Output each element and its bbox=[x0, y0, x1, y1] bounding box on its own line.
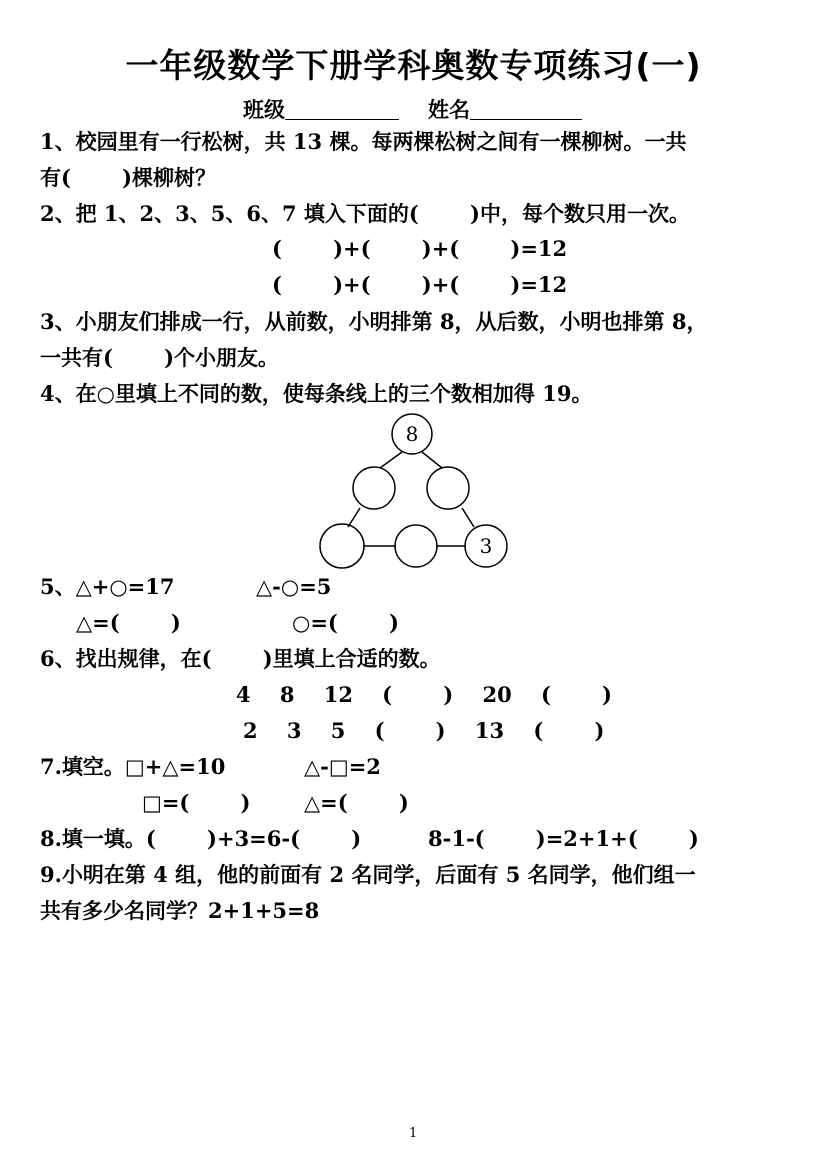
question-7-line-1b: △-□=2 bbox=[304, 754, 381, 779]
edge-top-midleft bbox=[380, 452, 402, 468]
edge-top-midright bbox=[422, 452, 442, 468]
circle-bottom-right-value: 3 bbox=[479, 534, 493, 558]
question-7-line-1: 7.填空。□+△=10 bbox=[40, 754, 226, 779]
question-2-line-1: 2、把 1、2、3、5、6、7 填入下面的( )中，每个数只用一次。 bbox=[40, 201, 690, 226]
question-5-equation-1: 5、△+○=17 bbox=[40, 574, 175, 599]
question-9-line-2: 共有多少名同学？2+1+5=8 bbox=[40, 898, 320, 923]
question-6-line-1: 6、找出规律，在( )里填上合适的数。 bbox=[40, 646, 441, 671]
question-1-line-1: 1、校园里有一行松树，共 13 棵。每两棵松树之间有一棵柳树。一共 bbox=[40, 129, 687, 154]
question-9-line-1: 9.小明在第 4 组，他的前面有 2 名同学，后面有 5 名同学，他们组一 bbox=[40, 862, 696, 887]
question-5-equation-2: △-○=5 bbox=[256, 574, 332, 599]
edge-midright-bottomright bbox=[462, 508, 474, 527]
question-5-answer-1: △=( ) bbox=[76, 610, 181, 635]
class-blank[interactable] bbox=[285, 98, 399, 120]
question-3-line-2: 一共有( )个小朋友。 bbox=[40, 345, 280, 370]
question-7-answer-2: △=( ) bbox=[304, 790, 409, 815]
name-blank[interactable] bbox=[470, 98, 582, 120]
class-label: 班级 bbox=[243, 94, 399, 124]
question-6-sequence-1: 4 8 12 ( ) 20 ( ) bbox=[236, 682, 612, 707]
worksheet-title: 一年级数学下册学科奥数专项练习(一) bbox=[125, 46, 702, 85]
circle-bottom-left bbox=[320, 524, 364, 568]
question-6-sequence-2: 2 3 5 ( ) 13 ( ) bbox=[243, 718, 605, 743]
question-3-line-1: 3、小朋友们排成一行，从前数，小明排第 8，从后数，小明也排第 8， bbox=[40, 309, 708, 334]
question-8-line-1b: 8-1-( )=2+1+( ) bbox=[428, 826, 699, 851]
edge-midleft-bottomleft bbox=[348, 508, 360, 527]
name-label: 姓名 bbox=[428, 94, 582, 124]
question-8-line-1: 8.填一填。( )+3=6-( ) bbox=[40, 826, 362, 851]
page-number: 1 bbox=[409, 1126, 418, 1141]
circle-bottom-middle bbox=[395, 525, 437, 567]
question-1-line-2: 有( )棵柳树？ bbox=[40, 165, 217, 190]
question-7-answer-1: □=( ) bbox=[142, 790, 251, 815]
triangle-circle-diagram bbox=[316, 410, 512, 572]
question-4-line-1: 4、在○里填上不同的数，使每条线上的三个数相加得 19。 bbox=[40, 381, 593, 406]
circle-top-value: 8 bbox=[405, 422, 419, 446]
question-2-equation-1: ( )+( )+( )=12 bbox=[272, 236, 568, 261]
circle-mid-right bbox=[427, 467, 469, 509]
question-5-answer-2: ○=( ) bbox=[292, 610, 399, 635]
circle-mid-left bbox=[353, 467, 395, 509]
question-2-equation-2: ( )+( )+( )=12 bbox=[272, 272, 568, 297]
